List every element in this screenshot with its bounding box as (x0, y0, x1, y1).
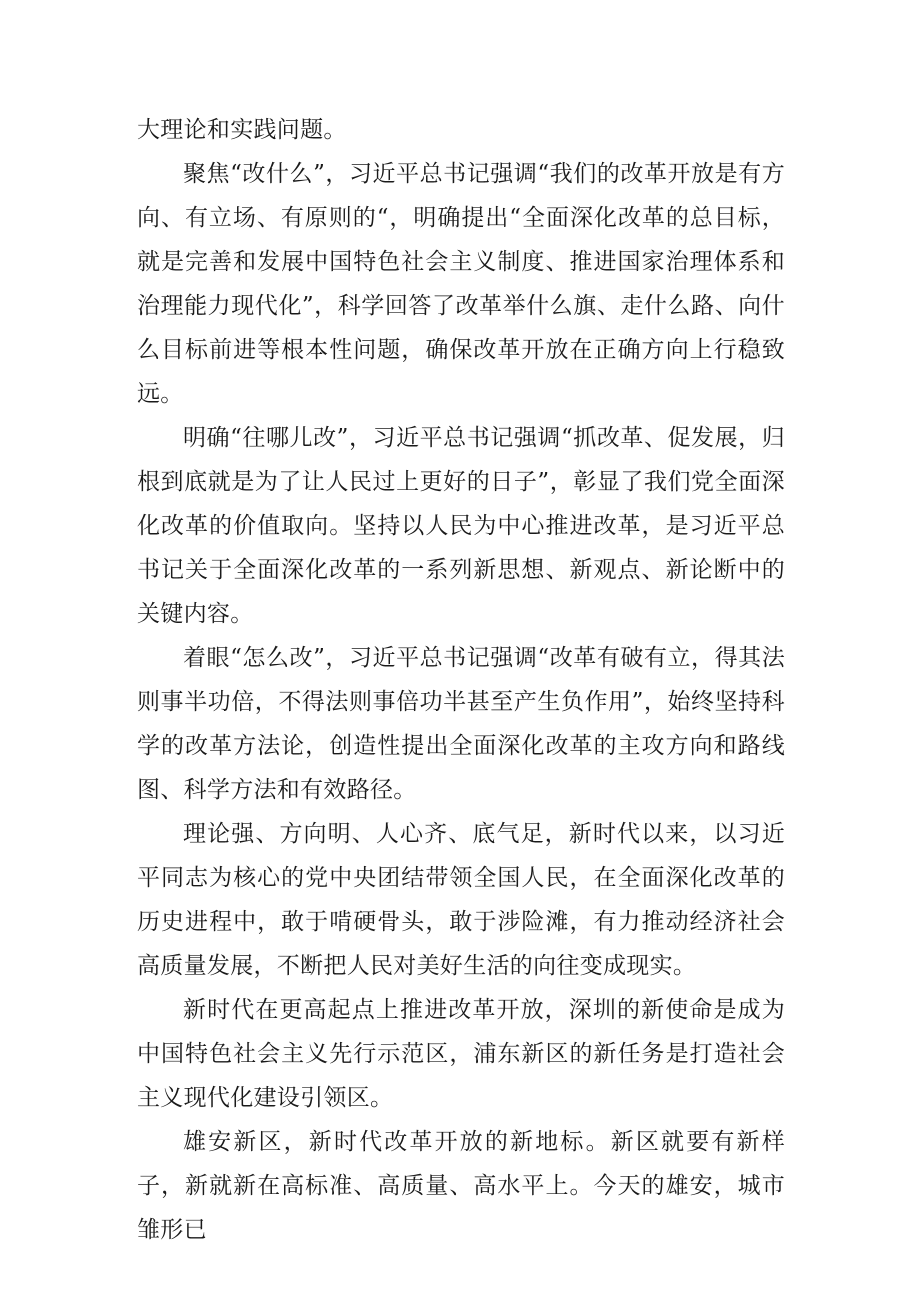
paragraph-zenme-gai: 着眼“怎么改”，习近平总书记强调“改革有破有立，得其法则事半功倍，不得法则事倍功半甚至产生负作用”，始终坚持科学的改革方法论，创造性提出全面深化改革的主攻方向和路线图、科学方法和有效路径。 (137, 645, 785, 803)
paragraph-lilun-qiang: 理论强、方向明、人心齐、底气足，新时代以来，以习近平同志为核心的党中央团结带领全国人民，在全面深化改革的历史进程中，敢于啃硬骨头，敢于涉险滩，有力推动经济社会高质量发展，不断把人民对美好生活的向往变成现实。 (137, 821, 785, 979)
paragraph-gai-shenme: 聚焦“改什么”，习近平总书记强调“我们的改革开放是有方向、有立场、有原则的“，明确提出“全面深化改革的总目标，就是完善和发展中国特色社会主义制度、推进国家治理体系和治理能力现代化”，科学回答了改革举什么旗、走什么路、向什么目标前进等根本性问题，确保改革开放在正确方向上行稳致远。 (137, 161, 785, 407)
document-body (137, 108, 785, 1252)
paragraph-shenzhen-pudong: 新时代在更高起点上推进改革开放，深圳的新使命是成为中国特色社会主义先行示范区，浦东新区的新任务是打造社会主义现代化建设引领区。 (137, 997, 785, 1111)
paragraph-wang-naer-gai: 明确“往哪儿改”，习近平总书记强调“抓改革、促发展，归根到底就是为了让人民过上更好的日子”，彰显了我们党全面深化改革的价值取向。坚持以人民为中心推进改革，是习近平总书记关于全面深化改革的一系列新思想、新观点、新论断中的关键内容。 (137, 425, 785, 627)
paragraph-xiongan: 雄安新区，新时代改革开放的新地标。新区就要有新样子，新就新在高标准、高质量、高水平上。今天的雄安，城市雏形已 (137, 1129, 785, 1243)
paragraph-continued: 大理论和实践问题。 (137, 117, 347, 143)
